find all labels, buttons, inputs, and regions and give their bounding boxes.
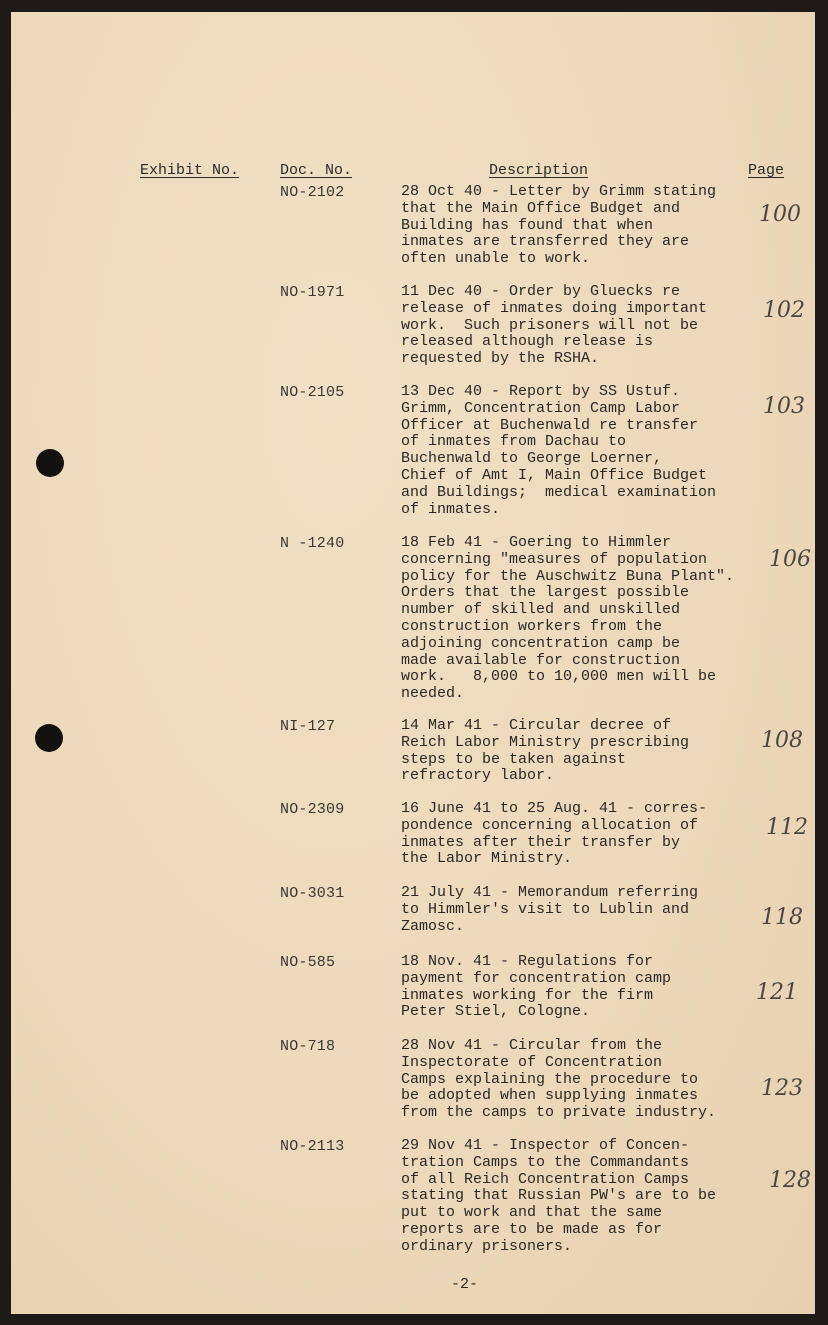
entry-description — [401, 1138, 761, 1256]
description-line: that the Main Office Budget and — [401, 199, 681, 217]
entry-description — [401, 885, 761, 935]
description-line: 29 Nov 41 - Inspector of Concen- — [401, 1137, 690, 1154]
handwritten-page-number: 108 — [761, 728, 803, 753]
description-line: adjoining concentration camp be — [401, 634, 681, 652]
handwritten-page-number: 106 — [769, 547, 811, 572]
document-page — [11, 12, 815, 1314]
description-line: 13 Dec 40 - Report by SS Ustuf. — [401, 383, 681, 400]
entry-description — [401, 284, 761, 368]
description-line: Officer at Buchenwald re transfer — [401, 416, 699, 434]
description-line: 14 Mar 41 - Circular decree of — [401, 717, 672, 734]
description-line: policy for the Auschwitz Buna Plant". — [401, 567, 735, 585]
page-number: -2- — [451, 1276, 479, 1293]
doc-number: NO-2309 — [280, 801, 345, 818]
handwritten-page-number: 128 — [769, 1168, 811, 1193]
description-line: 11 Dec 40 - Order by Gluecks re — [401, 283, 681, 300]
description-line: 28 Nov 41 - Circular from the — [401, 1037, 663, 1054]
description-line: the Labor Ministry. — [401, 850, 573, 868]
entry-description — [401, 1038, 761, 1122]
description-line: 21 July 41 - Memorandum referring — [401, 884, 699, 901]
description-line: Peter Stiel, Cologne. — [401, 1003, 591, 1021]
entry-description — [401, 954, 761, 1021]
description-line: Zamosc. — [401, 917, 465, 935]
description-line: to Himmler's visit to Lublin and — [401, 900, 690, 918]
description-line: steps to be taken against — [401, 750, 627, 768]
description-line: and Buildings; medical examination — [401, 483, 717, 501]
description-line: number of skilled and unskilled — [401, 601, 681, 619]
description-line: from the camps to private industry. — [401, 1104, 717, 1122]
entry-description — [401, 801, 761, 868]
description-line: 18 Feb 41 - Goering to Himmler — [401, 534, 672, 551]
description-line: inmates after their transfer by — [401, 833, 681, 851]
doc-number: NO-3031 — [280, 885, 345, 902]
doc-number: N -1240 — [280, 535, 345, 552]
header-page: Page — [748, 162, 785, 179]
description-line: made available for construction — [401, 651, 681, 669]
description-line: inmates are transferred they are — [401, 233, 690, 251]
description-line: work. Such prisoners will not be — [401, 316, 699, 334]
description-line: requested by the RSHA. — [401, 350, 600, 368]
description-line: of all Reich Concentration Camps — [401, 1170, 690, 1188]
description-line: Chief of Amt I, Main Office Budget — [401, 466, 708, 484]
entry-description — [401, 184, 761, 268]
description-line: Grimm, Concentration Camp Labor — [401, 399, 681, 417]
doc-number: NO-2113 — [280, 1138, 345, 1155]
description-line: of inmates. — [401, 500, 501, 518]
description-line: ordinary prisoners. — [401, 1237, 573, 1255]
description-line: 28 Oct 40 - Letter by Grimm stating — [401, 183, 717, 200]
description-line: released although release is — [401, 333, 654, 351]
description-line: reports are to be made as for — [401, 1220, 663, 1238]
description-line: tration Camps to the Commandants — [401, 1153, 690, 1171]
description-line: Orders that the largest possible — [401, 584, 690, 602]
description-line: needed. — [401, 685, 465, 703]
description-line: be adopted when supplying inmates — [401, 1087, 699, 1105]
doc-number: NO-585 — [280, 954, 336, 971]
entry-description — [401, 384, 761, 518]
punch-hole — [36, 449, 64, 477]
description-line: Buchenwald to George Loerner, — [401, 450, 663, 468]
description-line: construction workers from the — [401, 617, 663, 635]
doc-number: NO-1971 — [280, 284, 345, 301]
description-line: concerning "measures of population — [401, 550, 708, 568]
doc-number: NO-718 — [280, 1038, 336, 1055]
description-line: stating that Russian PW's are to be — [401, 1187, 717, 1205]
handwritten-page-number: 123 — [761, 1076, 803, 1101]
description-line: work. 8,000 to 10,000 men will be — [401, 668, 717, 686]
description-line: of inmates from Dachau to — [401, 433, 627, 451]
header-exhibit-no: Exhibit No. — [140, 162, 240, 179]
doc-number: NI-127 — [280, 718, 336, 735]
doc-number: NO-2105 — [280, 384, 345, 401]
description-line: inmates working for the firm — [401, 986, 654, 1004]
description-line: put to work and that the same — [401, 1204, 663, 1222]
description-line: Reich Labor Ministry prescribing — [401, 733, 690, 751]
header-doc-no: Doc. No. — [280, 162, 353, 179]
entry-description — [401, 718, 761, 785]
description-line: often unable to work. — [401, 250, 591, 268]
handwritten-page-number: 112 — [766, 815, 808, 840]
description-line: 18 Nov. 41 - Regulations for — [401, 953, 654, 970]
description-line: Camps explaining the procedure to — [401, 1070, 699, 1088]
entry-description — [401, 535, 761, 703]
handwritten-page-number: 118 — [761, 905, 803, 930]
handwritten-page-number: 102 — [763, 298, 805, 323]
description-line: payment for concentration camp — [401, 969, 672, 987]
description-line: Building has found that when — [401, 216, 654, 234]
description-line: release of inmates doing important — [401, 299, 708, 317]
description-line: Inspectorate of Concentration — [401, 1053, 663, 1071]
description-line: refractory labor. — [401, 767, 555, 785]
handwritten-page-number: 100 — [759, 202, 801, 227]
header-description: Description — [489, 162, 589, 179]
doc-number: NO-2102 — [280, 184, 345, 201]
handwritten-page-number: 121 — [756, 980, 798, 1005]
description-line: 16 June 41 to 25 Aug. 41 - corres- — [401, 800, 708, 817]
punch-hole — [35, 724, 63, 752]
description-line: pondence concerning allocation of — [401, 816, 699, 834]
handwritten-page-number: 103 — [763, 394, 805, 419]
